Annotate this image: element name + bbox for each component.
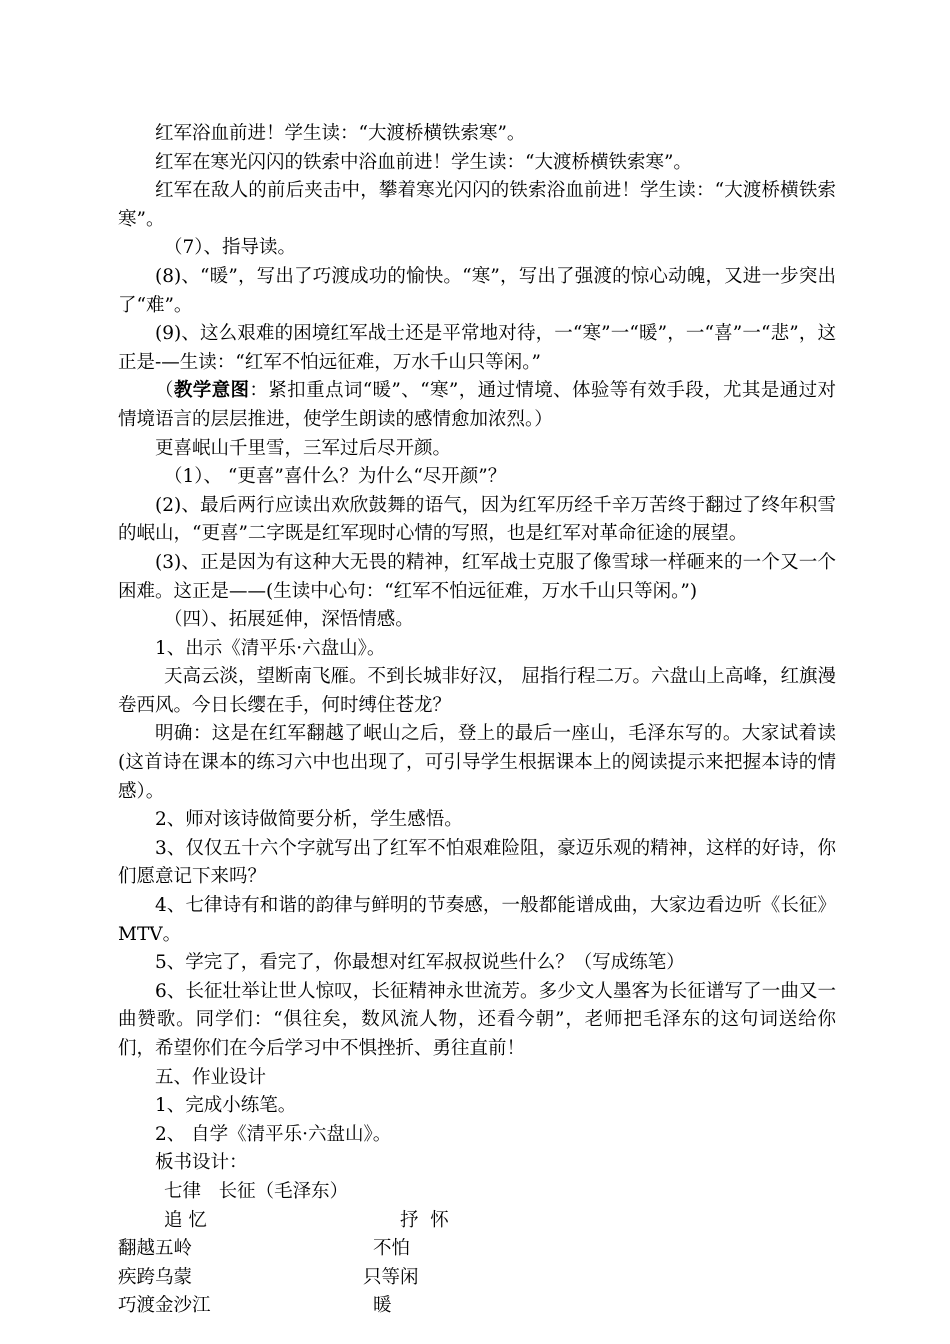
board-row (118, 1264, 836, 1293)
board-left-header: 追 忆 (164, 1209, 207, 1231)
paragraph: 1、完成小练笔。 (155, 1095, 297, 1117)
board-row-left: 巧渡金沙江 (118, 1295, 211, 1317)
board-row-right: 暖 (373, 1295, 392, 1317)
poem-text: 天高云淡，望断南飞雁。不到长城非好汉， 屈指行程二万。六盘山上高峰，红旗漫卷西风。今日长缨在手，何时缚住苍龙？ (118, 666, 836, 716)
paragraph: (9)、这么艰难的困境红军战士还是平常地对待，一“寒”一“暖”，一“喜”一“悲”，这正是-—生读：“红军不怕远征难，万水千山只等闲。” (118, 323, 836, 373)
paragraph: （7）、指导读。 (164, 237, 297, 259)
paragraph: 4、七律诗有和谐的韵律与鲜明的节奏感，一般都能谱成曲，大家边看边听《长征》MTV。 (118, 895, 836, 945)
board-design-label: 板书设计： (155, 1152, 248, 1174)
board-title: 七律 长征（毛泽东） (164, 1180, 349, 1202)
board-row-right: 只等闲 (363, 1266, 419, 1288)
board-row-left: 疾跨乌蒙 (118, 1266, 193, 1288)
paragraph: （1）、 “更喜”喜什么？为什么“尽开颜”？ (164, 466, 507, 488)
section-heading: （四）、拓展延伸，深悟情感。 (164, 609, 414, 631)
section-heading: 五、作业设计 (155, 1066, 267, 1088)
paragraph: (8)、“暖”，写出了巧渡成功的愉快。“寒”，写出了强渡的惊心动魄，又进一步突出了“难”。 (118, 265, 836, 316)
paragraph: 2、 自学《清平乐·六盘山》。 (155, 1123, 392, 1145)
board-row (118, 1235, 836, 1264)
document-page (118, 120, 836, 1321)
paragraph: 1、出示《清平乐·六盘山》。 (155, 637, 386, 659)
board-row-left: 翻越五岭 (118, 1238, 193, 1260)
paragraph: 明确：这是在红军翻越了岷山之后，登上的最后一座山，毛泽东写的。大家试着读(这首诗在课本的练习六中也出现了，可引导学生根据课本上的阅读提示来把握本诗的情感）。 (118, 723, 836, 802)
paren-open: （ (155, 380, 174, 402)
board-right-header: 抒 怀 (400, 1209, 449, 1231)
paragraph: (2)、最后两行应读出欢欣鼓舞的语气，因为红军历经千辛万苦终于翻过了终年积雪的岷山，“更喜”二字既是红军现时心情的写照，也是红军对革命征途的展望。 (118, 494, 836, 545)
paragraph: 红军浴血前进！学生读：“大渡桥横铁索寒”。 (155, 123, 526, 144)
board-row (118, 1292, 836, 1321)
paragraph: 6、长征壮举让世人惊叹，长征精神永世流芳。多少文人墨客为长征谱写了一曲又一曲赞歌。同学们：“俱往矣，数风流人物，还看今朝”，老师把毛泽东的这句词送给你们，希望你们在今后学习中不惧挫折、勇往直前！ (118, 980, 836, 1059)
board-title-row (118, 1178, 836, 1207)
board-header-row (118, 1207, 836, 1236)
paragraph: 红军在寒光闪闪的铁索中浴血前进！学生读：“大渡桥横铁索寒”。 (155, 151, 692, 173)
board-row-right: 不怕 (373, 1238, 411, 1260)
paragraph: 5、学完了，看完了，你最想对红军叔叔说些什么？（写成练笔） (155, 952, 685, 974)
paragraph: 3、仅仅五十六个字就写出了红军不怕艰难险阻，豪迈乐观的精神，这样的好诗，你们愿意记下来吗？ (118, 837, 836, 888)
paragraph: (3)、正是因为有这种大无畏的精神，红军战士克服了像雪球一样砸来的一个又一个困难。这正是——(生读中心句：“红军不怕远征难，万水千山只等闲。”) (118, 551, 836, 602)
paragraph: 2、师对该诗做简要分析，学生感悟。 (155, 809, 463, 831)
poem-line: 更喜岷山千里雪，三军过后尽开颜。 (155, 437, 452, 459)
paragraph: 红军在敌人的前后夹击中，攀着寒光闪闪的铁索浴血前进！学生读：“大渡桥横铁索寒”。 (118, 180, 836, 230)
teaching-intent-paragraph (118, 377, 836, 434)
teaching-intent-label: 教学意图 (173, 380, 250, 402)
teaching-intent-text: ：紧扣重点词“暖”、“寒”，通过情境、体验等有效手段，尤其是通过对情境语言的层层推进，使学生朗读的感情愈加浓烈。） (118, 380, 836, 430)
